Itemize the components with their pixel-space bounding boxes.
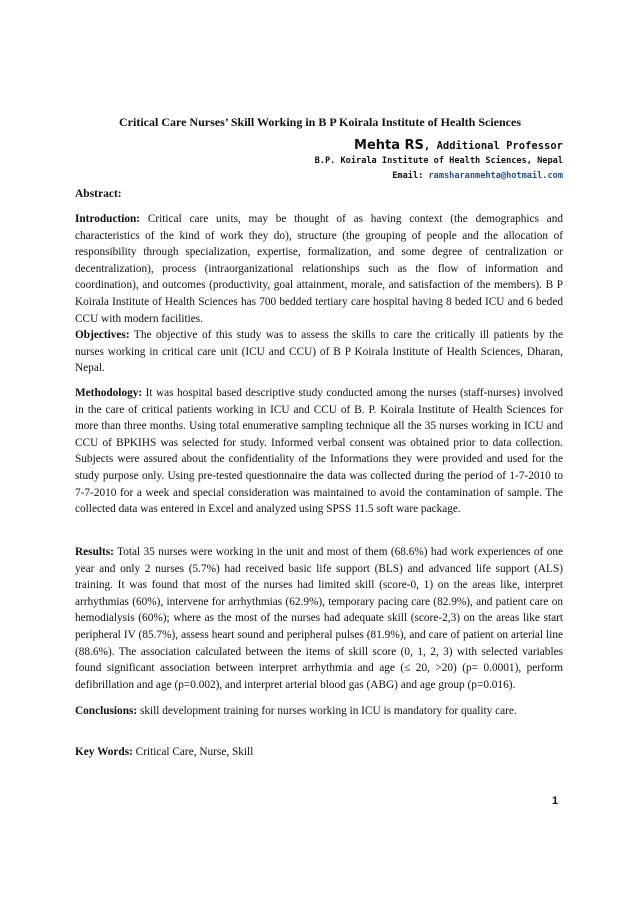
section-label: Introduction: <box>75 213 141 225</box>
section-introduction <box>75 211 563 327</box>
section-objectives <box>75 327 563 377</box>
author-line <box>315 138 563 154</box>
author-block <box>315 138 563 184</box>
page-number: 1 <box>552 795 559 807</box>
section-text: The objective of this study was to assess the skills to care the critically ill patients by the nurses working in critical care unit (ICU and CCU) of B P Koirala Institute of Health Sciences, Dharan, Nepal. <box>75 329 563 375</box>
author-email-line <box>315 169 563 184</box>
section-keywords <box>75 744 563 761</box>
section-text: Critical Care, Nurse, Skill <box>132 746 254 758</box>
section-text: It was hospital based descriptive study conducted among the nurses (staff-nurses) involved in the care of critical patients working in ICU and CCU of B. P. Koirala Institute of Health Sciences for more than three months. Using total enumerative sampling technique all the 35 nurses working in ICU and CCU of BPKIHS was selected for study. Informed verbal consent was obtained prior to data collection. Subjects were assured about the confidentiality of the Informations they were provided and used for the study purpose only. Using pre-tested questionnaire the data was collected during the period of 1-7-2010 to 7-7-2010 for a week and special consideration was maintained to avoid the contamination of sample. The collected data was entered in Excel and analyzed using SPSS 11.5 soft ware package. <box>75 387 563 516</box>
section-methodology <box>75 385 563 518</box>
author-name: Mehta RS <box>354 138 424 153</box>
paper-title: Critical Care Nurses’ Skill Working in B P Koirala Institute of Health Sciences <box>119 115 521 129</box>
section-label: Methodology: <box>75 387 143 399</box>
author-role: , Additional Professor <box>423 140 563 152</box>
section-conclusions <box>75 703 563 720</box>
section-label: Objectives: <box>75 329 130 341</box>
author-institution: B.P. Koirala Institute of Health Sciences, Nepal <box>314 156 563 166</box>
section-label: Results: <box>75 546 114 558</box>
email-label: Email: <box>392 171 429 181</box>
section-text: skill development training for nurses working in ICU is mandatory for quality care. <box>137 705 517 717</box>
section-text: Critical care units, may be thought of as having context (the demographics and characteristics of the kind of work they do), structure (the grouping of people and the allocation of responsibility through specialization, expertise, formalization, and some degree of centralization or decentralization), process (intraorganizational relationships such as the flow of information and coordination), and outcomes (productivity, goal attainment, morale, and satisfaction of the members). B P Koirala Institute of Health Sciences has 700 bedded tertiary care hospital having 8 beded ICU and 6 beded CCU with modern facilities. <box>75 213 563 325</box>
section-text: Total 35 nurses were working in the unit and most of them (68.6%) had work experiences of one year and only 2 nurses (5.7%) had received basic life support (BLS) and advanced life support (ALS) training. It was found that most of the nurses had limited skill (score-0, 1) on the areas like, interpret arrhythmias (60%), intervene for arrhythmias (62.9%), temporary pacing care (82.9%), and patient care on hemodialysis (60%); where as the most of the nurses had adequate skill (score-2,3) on the areas like start peripheral IV (85.7%), assess heart sound and peripheral pulses (81.9%), and care of patient on arterial line (88.6%). The association calculated between the items of skill score (0, 1, 2, 3) with selected variables found significant association between interpret arrhythmia and age (≤ 20, >20) (p= 0.0001), perform defibrillation and age (p=0.002), and interpret arterial blood gas (ABG) and age group (p=0.016). <box>75 546 563 691</box>
email-link[interactable]: ramsharanmehta@hotmail.com <box>428 171 563 181</box>
section-label: Conclusions: <box>75 705 138 717</box>
section-results <box>75 544 563 693</box>
section-label: Key Words: <box>75 746 133 758</box>
abstract-heading: Abstract: <box>75 188 122 200</box>
